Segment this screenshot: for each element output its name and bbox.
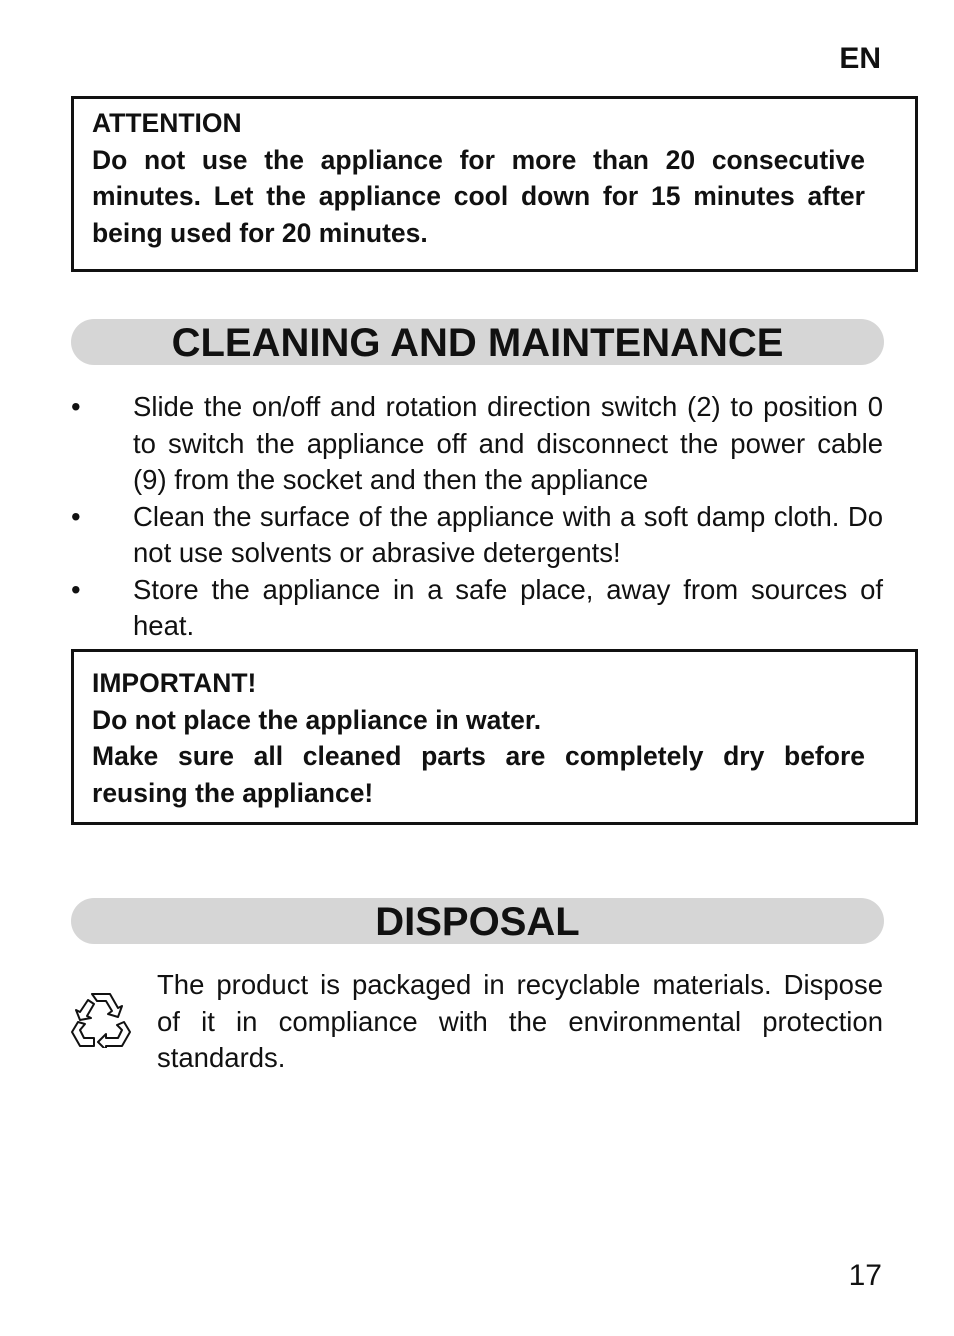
attention-text: Do not use the appliance for more than 20 consecutive minutes. Let the appliance cool down for 15 minutes after being used for 20 minutes. xyxy=(92,144,865,248)
list-item xyxy=(71,572,883,645)
disposal-heading: DISPOSAL xyxy=(71,898,884,944)
list-item xyxy=(71,389,883,499)
language-code: EN xyxy=(839,42,881,75)
list-item-text: Store the appliance in a safe place, away from sources of heat. xyxy=(133,573,883,641)
bullet: • xyxy=(71,391,81,422)
important-box xyxy=(71,649,918,825)
list-item-text: Slide the on/off and rotation direction switch (2) to position 0 to switch the appliance off and disconnect the power cable (9) from the socket and then the appliance xyxy=(133,391,883,495)
bullet: • xyxy=(71,573,81,605)
list-item-text: Clean the surface of the appliance with a soft damp cloth. Do not use solvents or abrasive detergents! xyxy=(133,500,883,568)
important-line-2: Make sure all cleaned parts are completely dry before reusing the appliance! xyxy=(92,741,865,808)
attention-title: ATTENTION xyxy=(92,108,242,138)
bullet: • xyxy=(71,500,81,532)
cleaning-list xyxy=(71,389,883,645)
page-number: 17 xyxy=(848,1259,882,1292)
important-line-1: Do not place the appliance in water. xyxy=(92,704,542,735)
list-item xyxy=(71,499,883,572)
attention-box xyxy=(71,96,918,272)
recycle-icon xyxy=(70,990,132,1048)
disposal-text: The product is packaged in recyclable materials. Dispose of it in compliance with the environmental protection standards. xyxy=(157,969,883,1073)
important-title: IMPORTANT! xyxy=(92,668,257,698)
cleaning-heading: CLEANING AND MAINTENANCE xyxy=(71,319,884,365)
